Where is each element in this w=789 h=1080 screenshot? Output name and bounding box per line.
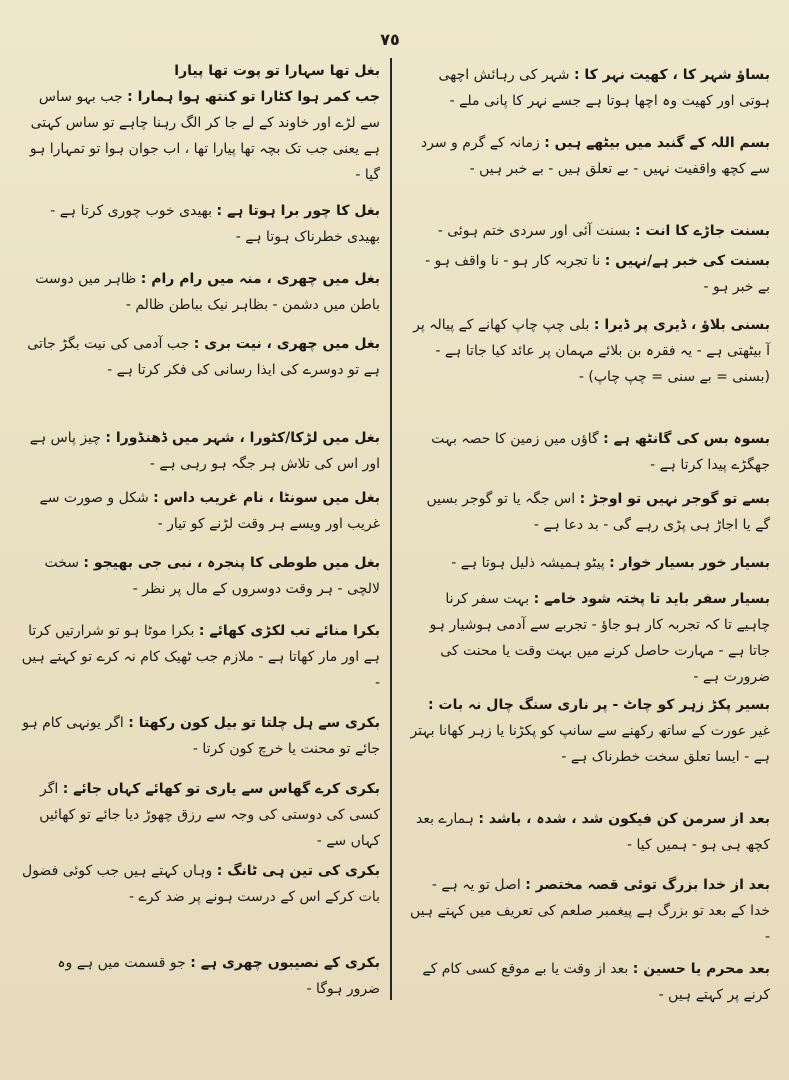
entry-meaning: بعد از وقت یا بے موقع کسی کام کے کرنے پر کہتے ہیں - xyxy=(422,961,770,1003)
entry-headword: بکری کے نصیبوں چھری ہے : xyxy=(190,955,380,971)
entry-headword: بعد از سرمن کن فیکون شد ، شدہ ، باشد : xyxy=(478,811,770,827)
entry xyxy=(410,956,770,1008)
entry xyxy=(410,248,770,300)
entry-meaning: بہت سفر کرنا چاہیے تا کہ تجربہ کار ہو جاؤ - تجربے سے آدمی ہوشیار ہو جاتا ہے - مہارت حاصل کرنے میں بہت وقت یا محنت کی ضرورت ہے - xyxy=(429,591,770,685)
entry-meaning: جو قسمت میں ہے وہ ضرور ہوگا - xyxy=(57,955,380,997)
entry-headword: بکری کرے گھاس سے یاری تو کھائے کہاں جائے : xyxy=(62,781,380,797)
entry-headword: بغل تھا سہارا تو پوت تھا پیارا xyxy=(174,63,380,79)
entry xyxy=(20,485,380,537)
entry-headword: بسے تو گوجر نہیں تو اوجڑ : xyxy=(579,491,770,507)
entry xyxy=(410,586,770,690)
entry-meaning: نا تجربہ کار ہو - نا واقف ہو - بے خبر ہو - xyxy=(425,253,770,295)
entry-headword: بسوہ بس کی گانٹھ ہے : xyxy=(603,431,770,447)
entry xyxy=(20,331,380,383)
entry xyxy=(20,266,380,318)
entry-meaning: ہمارے بعد کچھ ہی ہو - ہمیں کیا - xyxy=(415,811,770,853)
entry-headword: بسنت کی خبر ہے/نہیں : xyxy=(604,253,770,269)
entry-meaning: غیر عورت کے ساتھ رکھنے سے سانپ کو پکڑنا یا زہر کھانا بہتر ہے - ایسا تعلق سخت خطرناک ہے - xyxy=(410,723,770,765)
entry xyxy=(20,950,380,1002)
entry xyxy=(20,710,380,762)
entry xyxy=(20,550,380,602)
entry-meaning: شہر کی رہائش اچھی ہوتی اور کھیت وہ اچھا ہوتا ہے جسے نہر کا پانی ملے - xyxy=(438,67,770,109)
entry-headword: بغل میں چھری ، منہ میں رام رام : xyxy=(140,271,380,287)
entry-headword: بکرا منائے تب لکڑی کھائے : xyxy=(198,623,380,639)
entry-meaning: بکرا موٹا ہو تو شرارتیں کرتا ہے اور مار کھاتا ہے - ملازم جب ٹھیک کام نہ کرے تو کہتے ہیں - xyxy=(21,623,380,691)
entry-meaning: اگر کسی کی دوستی کی وجہ سے رزق چھوڑ دیا جائے تو کھائیں کہاں سے - xyxy=(39,781,380,849)
entry xyxy=(410,62,770,114)
entry xyxy=(410,218,770,244)
entry xyxy=(410,312,770,390)
entry xyxy=(410,872,770,950)
entry xyxy=(410,426,770,478)
entry xyxy=(20,858,380,910)
entry xyxy=(410,550,770,576)
entry-meaning: اگر یونہی کام ہو جائے تو محنت یا خرچ کون کرتا - xyxy=(22,715,380,757)
entry-meaning: سخت لالچی - ہر وقت دوسروں کے مال پر نظر - xyxy=(44,555,380,597)
entry xyxy=(410,692,770,770)
entry xyxy=(20,198,380,250)
entry-headword: جب کمر ہوا کٹارا تو کنتھ ہوا ہمارا : xyxy=(127,89,380,105)
entry-headword: بغل میں لڑکا/کٹورا ، شہر میں ڈھنڈورا : xyxy=(105,430,380,446)
entry-meaning: بسنت آئی اور سردی ختم ہوئی - xyxy=(437,223,631,239)
entry-meaning: اصل تو یہ ہے - خدا کے بعد تو بزرگ ہے پیغمبر صلعم کی تعریف میں کہتے ہیں - xyxy=(410,877,770,945)
entry-meaning: چیز پاس ہے اور اس کی تلاش ہر جگہ ہو رہی ہے - xyxy=(29,430,380,472)
entry-headword: بغل میں چھری ، نیت بری : xyxy=(193,336,380,352)
entry-meaning: پیٹو ہمیشہ ذلیل ہوتا ہے - xyxy=(451,555,605,571)
entry xyxy=(410,806,770,858)
entry-headword: بسیر پکڑ زہر کو چاٹ - پر ناری سنگ چال نہ بات : xyxy=(428,697,770,713)
entry-headword: بسیار خور بسیار خوار : xyxy=(609,555,770,571)
entry xyxy=(20,425,380,477)
entry xyxy=(20,776,380,854)
right-column xyxy=(410,58,770,1018)
entry-headword: بسیار سفر باید تا پختہ شود خامے : xyxy=(533,591,770,607)
entry-headword: بغل میں سونٹا ، نام غریب داس : xyxy=(153,490,380,506)
entry-headword: بساؤ شہر کا ، کھیت نہر کا : xyxy=(573,67,770,83)
entry xyxy=(20,618,380,696)
entry-meaning: بلی چپ چاپ کھانے کے پیالہ پر آ بیٹھتی ہے - یہ فقرہ بن بلائے مہمان پر عائد کیا جاتا ہے - (بسنی = بے سنی = چپ چاپ) - xyxy=(413,317,770,385)
entry-headword: بسنی بلاؤ ، ڈیری پر ڈیرا : xyxy=(593,317,770,333)
entry-meaning: ظاہر میں دوست باطن میں دشمن - بظاہر نیک بباطن ظالم - xyxy=(35,271,380,313)
entry-headword: بکری کی تین ہی ٹانگ : xyxy=(216,863,380,879)
entry-meaning: زمانہ کے گرم و سرد سے کچھ واقفیت نہیں - بے تعلق ہیں - بے خبر ہیں - xyxy=(420,135,770,177)
entry-headword: بغل کا چور برا ہوتا ہے : xyxy=(216,203,380,219)
page-number: ٧٥ xyxy=(380,30,400,49)
entry-meaning: اس جگہ یا تو گوجر بسیں گے یا اجاڑ ہی پڑی رہے گی - بد دعا ہے - xyxy=(426,491,770,533)
entry-headword: بعد محرم یا حسین : xyxy=(632,961,770,977)
entry-headword: بسنت جاڑے کا انت : xyxy=(634,223,770,239)
entry-headword: بسم اللہ کے گنبد میں بیٹھے ہیں : xyxy=(544,135,770,151)
entry xyxy=(410,130,770,182)
entry xyxy=(20,58,380,84)
entry xyxy=(20,84,380,188)
entry-meaning: شکل و صورت سے غریب اور ویسے ہر وقت لڑنے کو تیار - xyxy=(39,490,380,532)
entry-meaning: جب آدمی کی نیت بگڑ جاتی ہے تو دوسرے کی ایذا رسانی کی فکر کرتا ہے - xyxy=(27,336,380,378)
entry-meaning: وہاں کہتے ہیں جب کوئی فضول بات کرکے اس کے درست ہونے پر ضد کرے - xyxy=(22,863,380,905)
entry-headword: بعد از خدا بزرگ توئی قصہ مختصر : xyxy=(525,877,770,893)
entry-meaning: بھیدی خوب چوری کرتا ہے - بھیدی خطرناک ہوتا ہے - xyxy=(50,203,380,245)
entry-headword: بکری سے ہل چلتا تو بیل کون رکھتا : xyxy=(128,715,380,731)
entry xyxy=(410,486,770,538)
entry-headword: بغل میں طوطی کا پنجرہ ، نبی جی بھیجو : xyxy=(83,555,380,571)
left-column xyxy=(20,58,380,1018)
entry-meaning: جب بہو ساس سے لڑے اور خاوند کے لے جا کر الگ رہنا چاہے تو ساس کہتی ہے یعنی جب تک بچہ تھا پیارا تھا ، اب جوان ہوا تو تمہارا ہو گیا - xyxy=(29,89,380,183)
entry-meaning: گاؤں میں زمین کا حصہ بہت جھگڑے پیدا کرتا ہے - xyxy=(431,431,770,473)
column-divider xyxy=(390,58,392,1000)
